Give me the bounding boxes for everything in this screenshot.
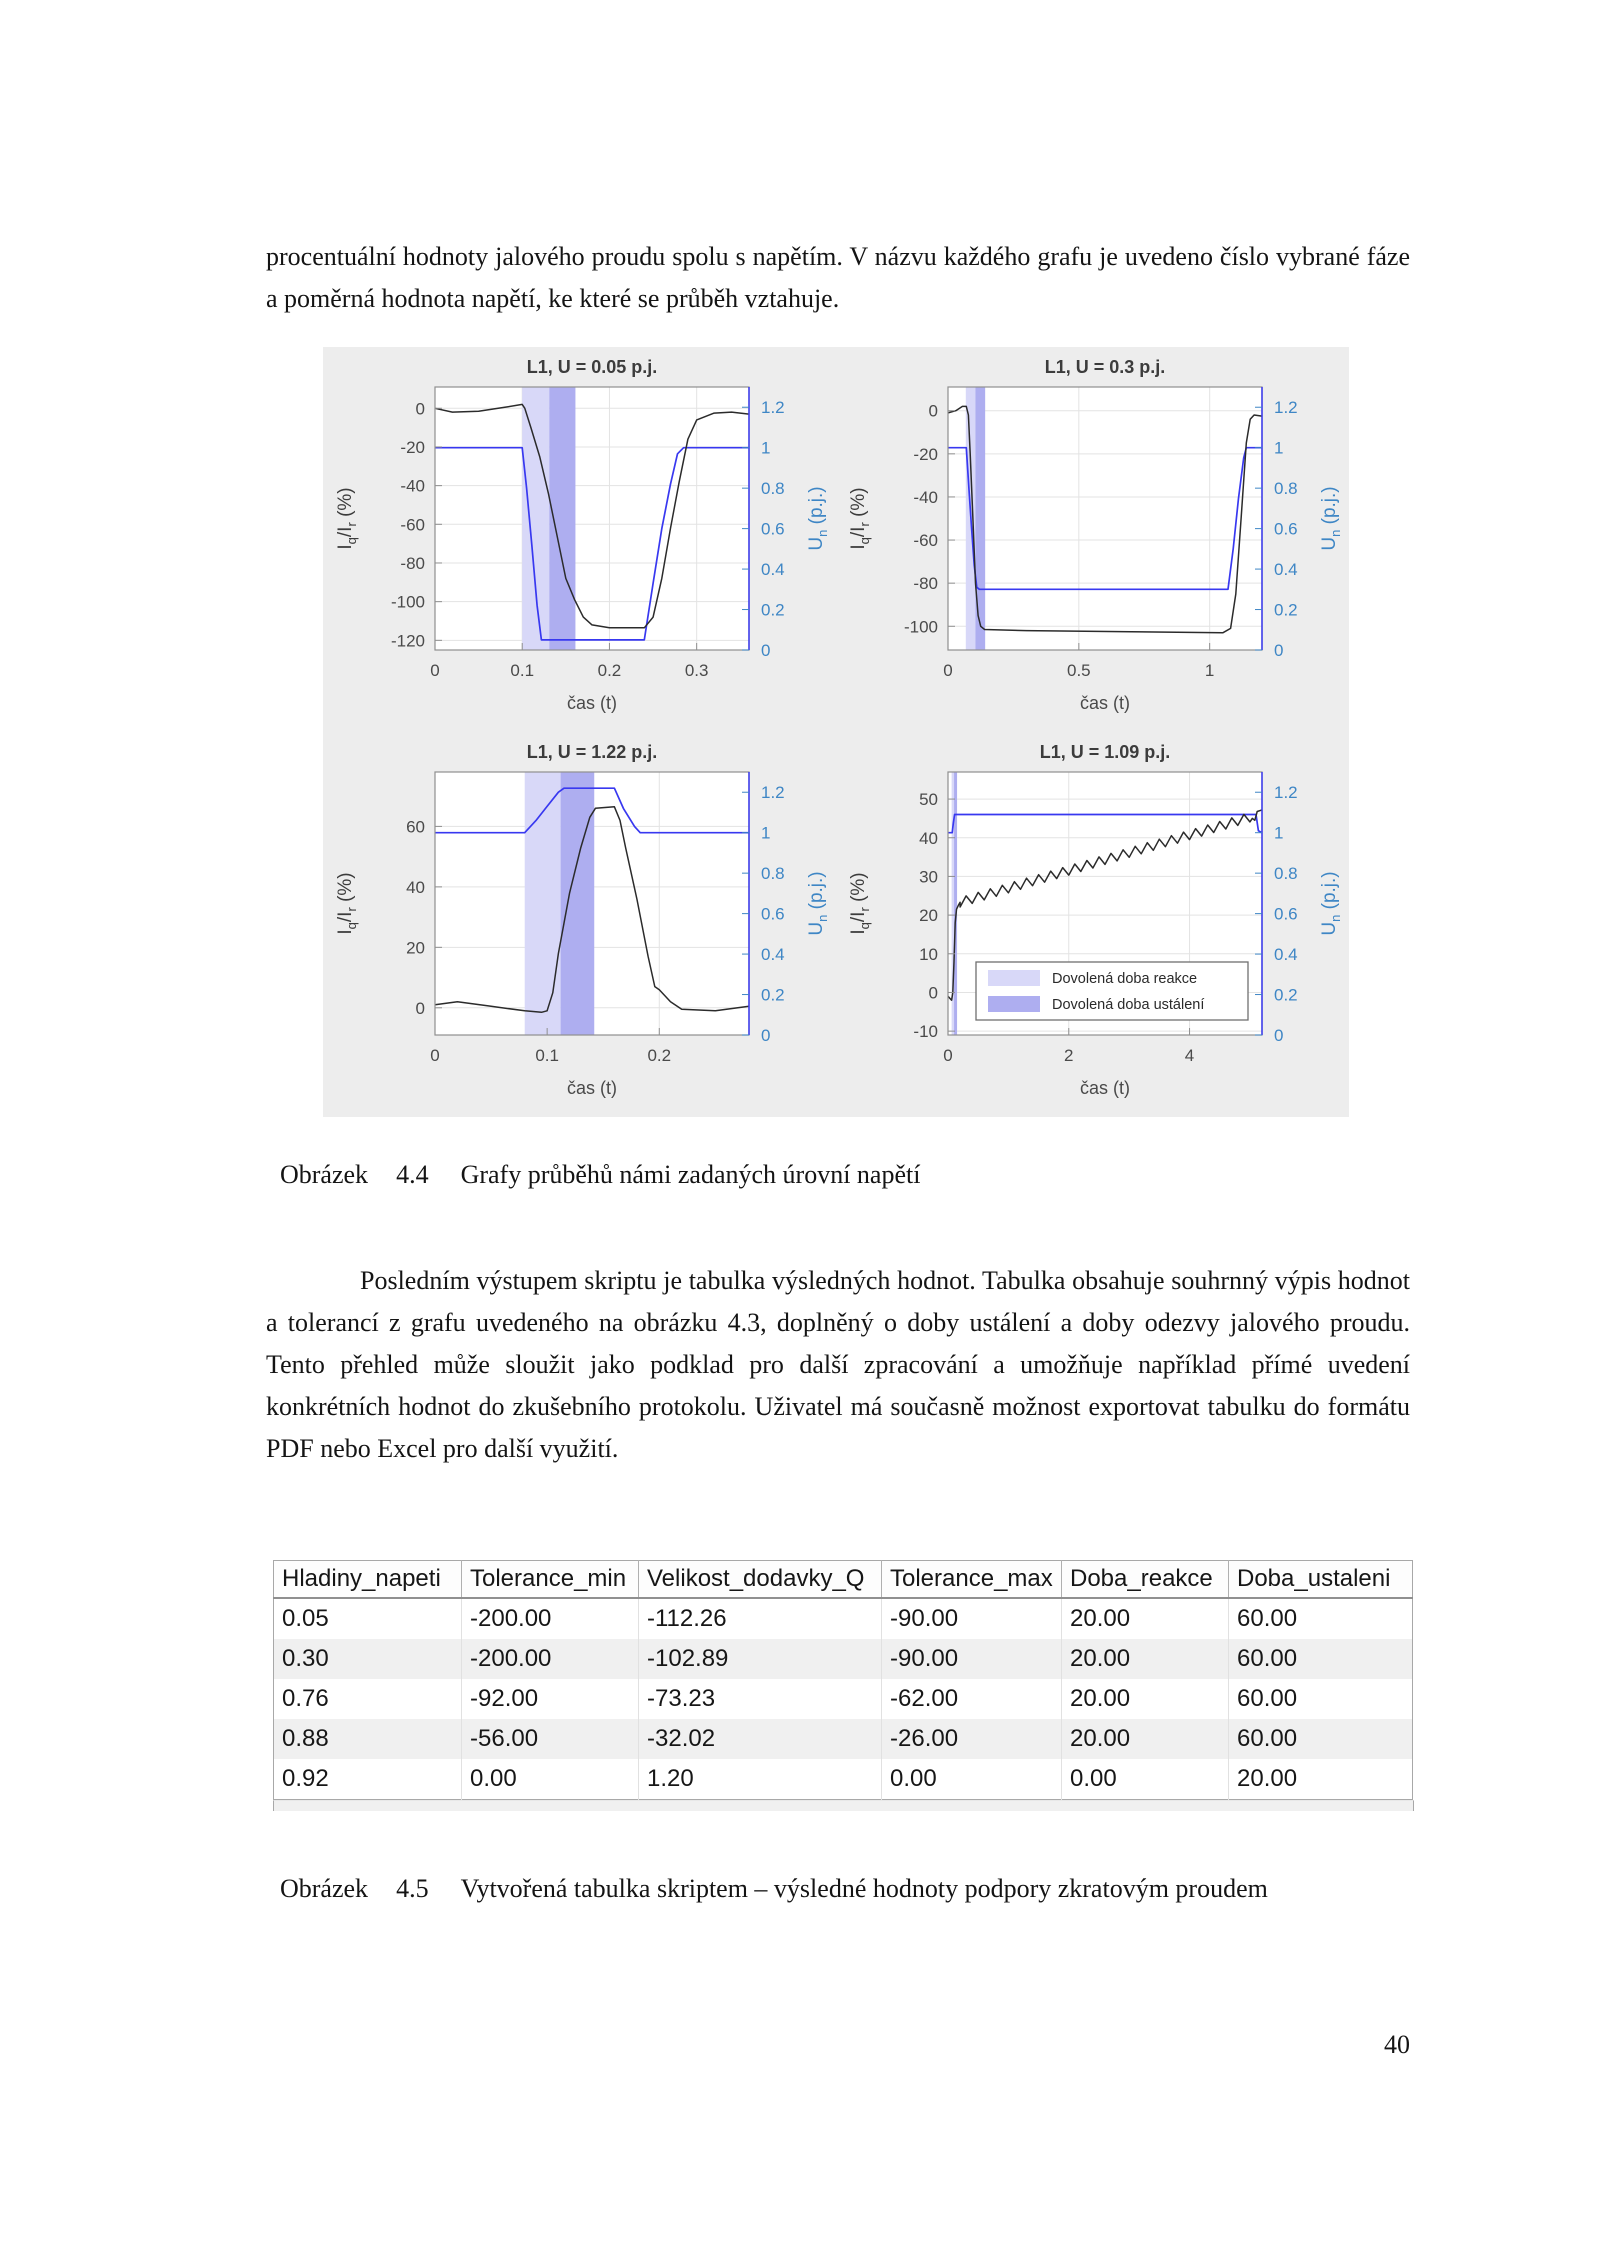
table-cell: 60.00 [1229, 1679, 1413, 1719]
svg-text:0.2: 0.2 [647, 1046, 672, 1065]
svg-text:L1, U = 1.22 p.j.: L1, U = 1.22 p.j. [526, 742, 658, 762]
svg-text:0.5: 0.5 [1067, 661, 1091, 680]
svg-text:-100: -100 [903, 617, 938, 637]
table-header-cell: Tolerance_max [882, 1561, 1062, 1599]
svg-text:-80: -80 [913, 574, 938, 594]
svg-text:40: 40 [406, 877, 425, 897]
table-cell: 0.76 [282, 1685, 329, 1712]
table-row [274, 1759, 1413, 1800]
svg-text:-10: -10 [913, 1022, 938, 1042]
table-row [274, 1719, 1413, 1759]
figure-4-4-panel [323, 347, 1349, 1117]
table-cell: 0.88 [282, 1725, 329, 1752]
svg-text:Un (p.j.): $U_n$ (p.j.) [1319, 871, 1343, 936]
svg-text:0: 0 [430, 1046, 440, 1065]
table-cell: 60.00 [1229, 1639, 1413, 1679]
svg-text:0.6: 0.6 [1274, 519, 1298, 539]
table-header-cell: Doba_reakce [1062, 1561, 1229, 1599]
table-cell: 0.00 [1062, 1759, 1229, 1800]
svg-text:-60: -60 [400, 515, 425, 535]
table-row [274, 1639, 1413, 1679]
svg-text:0: 0 [761, 1026, 771, 1045]
svg-text:čas (t): čas (t) [1079, 1078, 1131, 1098]
svg-text:1: 1 [761, 823, 771, 843]
svg-text:Un (p.j.): $U_n$ (p.j.) [806, 871, 830, 936]
svg-text:-120: -120 [390, 631, 425, 651]
svg-text:1.2: 1.2 [761, 398, 785, 418]
svg-text:0: 0 [415, 399, 425, 419]
svg-text:0.4: 0.4 [761, 560, 785, 580]
svg-text:Iq/Ir (%): $I_q/I_r$ (%) [335, 487, 359, 550]
svg-text:-40: -40 [913, 487, 938, 507]
svg-text:0: 0 [415, 998, 425, 1018]
table-header-cell: Hladiny_napeti [274, 1561, 462, 1599]
chart-l1-u03 [836, 347, 1349, 732]
svg-text:0.4: 0.4 [1274, 945, 1298, 965]
table-cell: -200.00 [462, 1639, 639, 1679]
svg-text:L1, U = 0.3 p.j.: L1, U = 0.3 p.j. [1044, 357, 1166, 377]
svg-text:Iq/Ir (%): $I_q/I_r$ (%) [335, 872, 359, 935]
svg-text:0: 0 [943, 661, 953, 680]
svg-text:-100: -100 [390, 592, 425, 612]
caption-text: Grafy průběhů námi zadaných úrovní napětí [460, 1160, 921, 1189]
svg-text:L1, U = 1.09 p.j.: L1, U = 1.09 p.j. [1039, 742, 1171, 762]
table-header-cell: Doba_ustaleni [1229, 1561, 1413, 1599]
svg-text:1: 1 [1204, 661, 1215, 680]
paragraph-intro: procentuální hodnoty jalového proudu spolu s napětím. V názvu každého grafu je uvedeno číslo vybrané fáze a poměrná hodnota napětí, ke které se průběh vztahuje. [266, 242, 1410, 313]
table-cell: 0.00 [462, 1759, 639, 1800]
svg-text:0.2: 0.2 [597, 661, 622, 680]
svg-text:Un (p.j.): $U_n$ (p.j.) [1319, 486, 1343, 551]
table-cell: 0.05 [282, 1605, 329, 1632]
table-header-cell: Tolerance_min [462, 1561, 639, 1599]
svg-text:10: 10 [919, 944, 938, 964]
svg-text:Dovolená doba reakce: Dovolená doba reakce [1052, 971, 1198, 987]
paragraph-table-description: Posledním výstupem skriptu je tabulka výsledných hodnot. Tabulka obsahuje souhrnný výpis hodnot a tolerancí z grafu uvedeného na obrázku 4.3, doplněný o doby ustálení a doby odezvy jalového proudu. Tento přehled může sloužit jako podklad pro další zpracování a umožňuje například přímé uvedení konkrétních hodnot do zkušebního protokolu. Uživatel má současně možnost exportovat tabulku do formátu PDF nebo Excel pro další využití. [266, 1266, 1410, 1463]
table-cell: -102.89 [639, 1639, 882, 1679]
svg-text:Iq/Ir (%): $I_q/I_r$ (%) [848, 487, 872, 550]
chart-l1-u109 [836, 732, 1349, 1117]
caption-number: 4.5 [396, 1874, 429, 1903]
svg-text:Dovolená doba ustálení: Dovolená doba ustálení [1052, 997, 1205, 1013]
table-row [274, 1679, 1413, 1719]
table-cell: 60.00 [1229, 1719, 1413, 1759]
svg-text:0.3: 0.3 [684, 661, 709, 680]
svg-text:0.6: 0.6 [761, 519, 785, 539]
table-cell: 60.00 [1229, 1598, 1413, 1639]
table-cell: -90.00 [882, 1598, 1062, 1639]
svg-text:1: 1 [761, 438, 771, 458]
svg-text:0.8: 0.8 [1274, 864, 1298, 884]
svg-text:60: 60 [406, 817, 425, 837]
table-cell: -26.00 [882, 1719, 1062, 1759]
svg-text:0.2: 0.2 [1274, 600, 1298, 620]
table-cell: 0.92 [282, 1765, 329, 1792]
svg-text:0.4: 0.4 [1274, 560, 1298, 580]
svg-text:0.2: 0.2 [761, 985, 785, 1005]
svg-text:30: 30 [919, 867, 938, 887]
svg-text:0.4: 0.4 [761, 945, 785, 965]
table-cell: -73.23 [639, 1679, 882, 1719]
table-cell: -92.00 [462, 1679, 639, 1719]
svg-text:0: 0 [928, 401, 938, 421]
svg-text:-20: -20 [913, 444, 938, 464]
table-row [274, 1598, 1413, 1639]
svg-text:čas (t): čas (t) [1079, 693, 1131, 713]
svg-text:1.2: 1.2 [761, 783, 785, 803]
caption-label: Obrázek [280, 1160, 369, 1189]
svg-text:1: 1 [1274, 438, 1284, 458]
svg-text:0.1: 0.1 [535, 1046, 559, 1065]
svg-text:-40: -40 [400, 476, 425, 496]
table-cell: 20.00 [1062, 1598, 1229, 1639]
svg-text:0: 0 [430, 661, 440, 680]
results-table-wrap [273, 1560, 1414, 1811]
svg-text:čas (t): čas (t) [566, 1078, 618, 1098]
svg-text:-20: -20 [400, 437, 425, 457]
svg-text:Iq/Ir (%): $I_q/I_r$ (%) [848, 872, 872, 935]
results-table [273, 1560, 1413, 1800]
table-header-cell: Velikost_dodavky_Q [639, 1561, 882, 1599]
table-cell: 1.20 [639, 1759, 882, 1800]
table-bottom-strip [273, 1800, 1414, 1811]
chart-l1-u122 [323, 732, 836, 1117]
table-cell: 20.00 [1062, 1639, 1229, 1679]
svg-text:0.6: 0.6 [761, 904, 785, 924]
svg-text:4: 4 [1184, 1046, 1195, 1065]
figure-caption-4-4 [280, 1154, 920, 1196]
svg-text:20: 20 [919, 906, 938, 926]
svg-text:Un (p.j.): $U_n$ (p.j.) [806, 486, 830, 551]
svg-text:0: 0 [761, 641, 771, 660]
page-number: 40 [1384, 2030, 1410, 2059]
svg-text:1: 1 [1274, 823, 1284, 843]
svg-text:50: 50 [919, 790, 938, 810]
caption-number: 4.4 [396, 1160, 429, 1189]
svg-text:40: 40 [919, 828, 938, 848]
table-cell: 20.00 [1229, 1759, 1413, 1800]
svg-text:0: 0 [928, 983, 938, 1003]
svg-text:1.2: 1.2 [1274, 783, 1298, 803]
table-cell: 0.00 [882, 1759, 1062, 1800]
svg-text:0.6: 0.6 [1274, 904, 1298, 924]
svg-text:0.2: 0.2 [761, 600, 785, 620]
table-cell: -112.26 [639, 1598, 882, 1639]
table-cell: -200.00 [462, 1598, 639, 1639]
svg-text:2: 2 [1064, 1046, 1074, 1065]
svg-text:čas (t): čas (t) [566, 693, 618, 713]
table-cell: -56.00 [462, 1719, 639, 1759]
svg-text:0: 0 [1274, 641, 1284, 660]
table-cell: 0.30 [282, 1645, 329, 1672]
svg-text:0.8: 0.8 [761, 864, 785, 884]
svg-text:0.8: 0.8 [761, 479, 785, 499]
svg-text:0: 0 [1274, 1026, 1284, 1045]
table-cell: 20.00 [1062, 1679, 1229, 1719]
chart-l1-u005 [323, 347, 836, 732]
svg-text:-80: -80 [400, 553, 425, 573]
svg-text:0: 0 [943, 1046, 953, 1065]
table-cell: 20.00 [1062, 1719, 1229, 1759]
table-cell: -90.00 [882, 1639, 1062, 1679]
svg-text:0.1: 0.1 [510, 661, 535, 680]
svg-text:L1, U = 0.05 p.j.: L1, U = 0.05 p.j. [526, 357, 658, 377]
figure-caption-4-5 [280, 1868, 1268, 1910]
table-cell: -32.02 [639, 1719, 882, 1759]
svg-text:1.2: 1.2 [1274, 398, 1298, 418]
caption-text: Vytvořená tabulka skriptem – výsledné hodnoty podpory zkratovým proudem [460, 1874, 1268, 1903]
svg-text:0.8: 0.8 [1274, 479, 1298, 499]
svg-text:-60: -60 [913, 531, 938, 551]
svg-text:20: 20 [406, 938, 425, 958]
table-cell: -62.00 [882, 1679, 1062, 1719]
caption-label: Obrázek [280, 1874, 369, 1903]
svg-text:0.2: 0.2 [1274, 985, 1298, 1005]
